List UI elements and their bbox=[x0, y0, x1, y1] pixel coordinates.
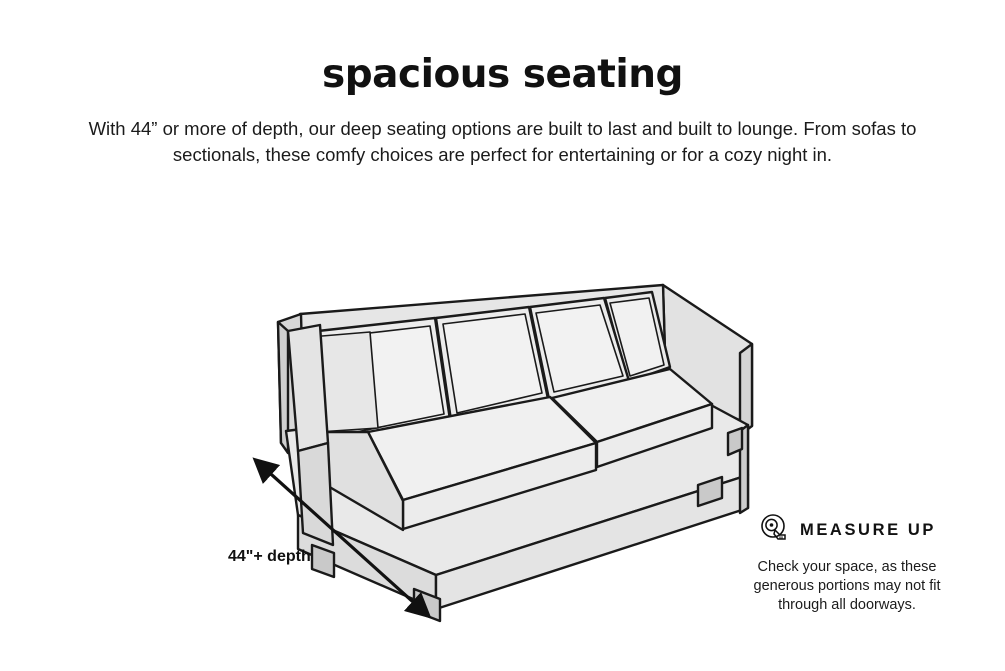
tape-measure-icon bbox=[758, 513, 788, 548]
depth-arrow bbox=[240, 450, 450, 630]
page-title: spacious seating bbox=[322, 52, 683, 97]
measure-up-body-line-3: through all doorways. bbox=[778, 597, 916, 613]
measure-up-body-line-1: Check your space, as these bbox=[757, 559, 937, 575]
page-description: With 44” or more of depth, our deep seating options are built to last and built to lounge. From sofas to sectionals, these comfy choices are perfect for entertaining or for a cozy night in. bbox=[88, 118, 917, 165]
measure-up-body bbox=[717, 558, 977, 615]
depth-dimension-label: 44"+ depth bbox=[228, 548, 311, 565]
measure-up-body-line-2: generous portions may not fit bbox=[753, 578, 941, 594]
measure-up-title: MEASURE UP bbox=[799, 521, 936, 539]
measure-up-callout bbox=[717, 513, 977, 615]
